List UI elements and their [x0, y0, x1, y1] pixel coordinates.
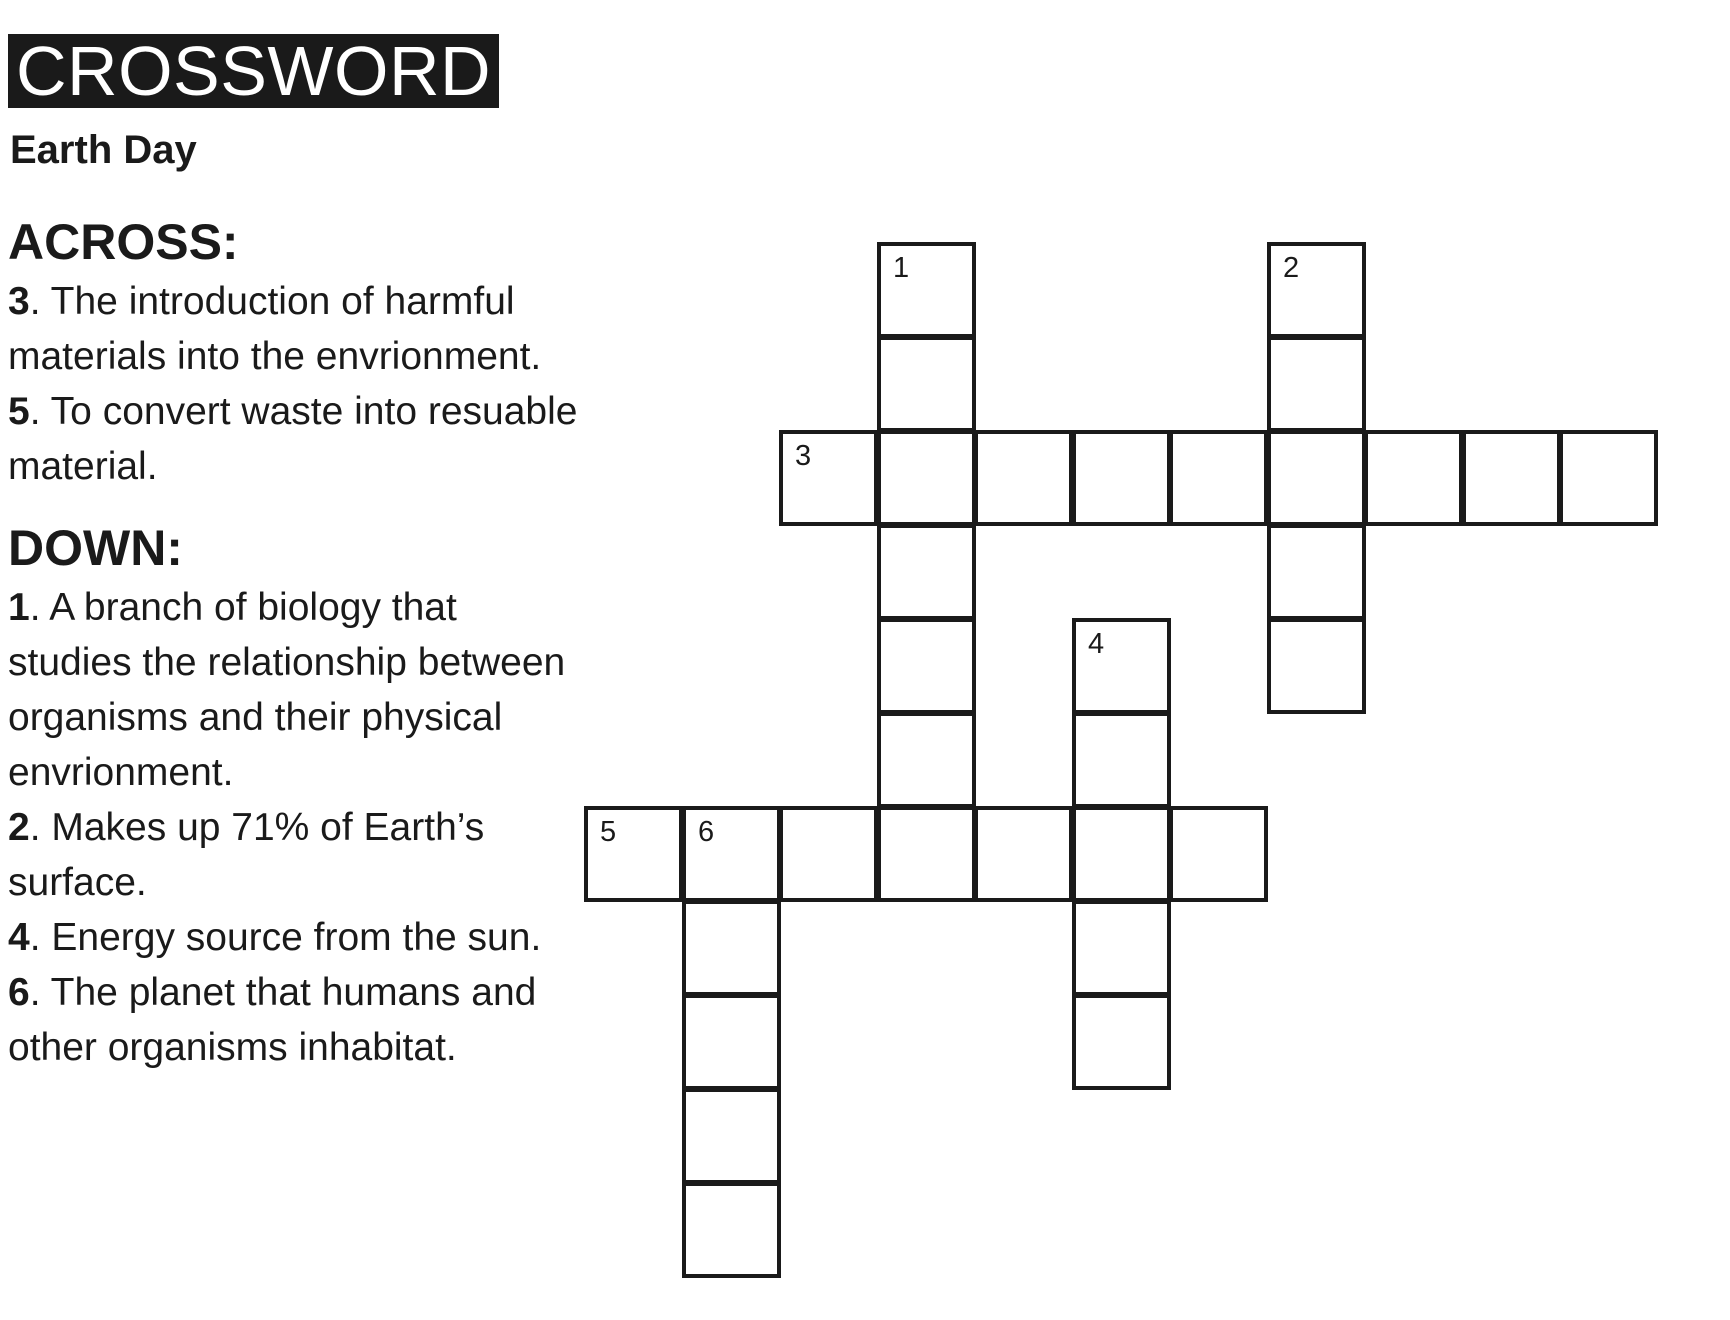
clue-text: . A branch of biology that studies the relationship between organisms and their physical envrionment. [8, 586, 566, 794]
down-clue-4 [8, 910, 588, 965]
clue-number: 6 [8, 971, 30, 1014]
grid-cell[interactable] [1072, 618, 1171, 714]
grid-cell[interactable] [1559, 430, 1658, 526]
grid-cell[interactable] [877, 806, 976, 902]
grid-cell[interactable] [1072, 806, 1171, 902]
grid-cell[interactable] [1072, 900, 1171, 996]
grid-cell[interactable] [1072, 712, 1171, 808]
grid-cell[interactable] [584, 806, 683, 902]
grid-cell[interactable] [1169, 806, 1268, 902]
grid-cell[interactable] [682, 1182, 781, 1278]
grid-cell[interactable] [877, 524, 976, 620]
clue-number: 4 [8, 916, 30, 959]
grid-cell[interactable] [1169, 430, 1268, 526]
grid-cell[interactable] [682, 1088, 781, 1184]
grid-cell[interactable] [1072, 994, 1171, 1090]
puzzle-subtitle: Earth Day [10, 128, 197, 172]
down-clue-1 [8, 580, 588, 800]
grid-cell[interactable] [1364, 430, 1463, 526]
across-clue-3 [8, 274, 588, 384]
grid-cell[interactable] [1462, 430, 1561, 526]
grid-cell[interactable] [1267, 336, 1366, 432]
clue-text: . Energy source from the sun. [29, 916, 542, 959]
grid-cell[interactable] [682, 994, 781, 1090]
clue-text: . Makes up 71% of Earth’s surface. [8, 806, 485, 904]
across-clue-5 [8, 384, 588, 494]
clue-number: 1 [8, 586, 30, 629]
grid-cell[interactable] [779, 806, 878, 902]
cell-number: 3 [795, 440, 812, 472]
crossword-title: CROSSWORD [8, 34, 499, 108]
down-clue-6 [8, 965, 588, 1075]
cell-number: 6 [698, 816, 715, 848]
grid-cell[interactable] [877, 712, 976, 808]
grid-cell[interactable] [974, 806, 1073, 902]
clue-list [8, 210, 588, 1075]
grid-cell[interactable] [1267, 618, 1366, 714]
clue-text: . The introduction of harmful materials into the envrionment. [8, 280, 542, 378]
clue-number: 5 [8, 390, 30, 433]
cell-number: 1 [893, 252, 910, 284]
cell-number: 2 [1283, 252, 1300, 284]
grid-cell[interactable] [974, 430, 1073, 526]
down-clue-2 [8, 800, 588, 910]
grid-cell[interactable] [877, 618, 976, 714]
grid-cell[interactable] [1267, 430, 1366, 526]
cell-number: 4 [1088, 628, 1105, 660]
down-heading: DOWN: [8, 520, 183, 576]
grid-cell[interactable] [877, 242, 976, 338]
clue-text: . To convert waste into resuable material. [8, 390, 578, 488]
grid-cell[interactable] [1072, 430, 1171, 526]
across-heading: ACROSS: [8, 214, 239, 270]
grid-cell[interactable] [1267, 242, 1366, 338]
grid-cell[interactable] [877, 336, 976, 432]
cell-number: 5 [600, 816, 617, 848]
clue-number: 2 [8, 806, 30, 849]
clue-text: . The planet that humans and other organisms inhabitat. [8, 971, 537, 1069]
clue-number: 3 [8, 280, 30, 323]
grid-cell[interactable] [779, 430, 878, 526]
grid-cell[interactable] [1267, 524, 1366, 620]
grid-cell[interactable] [682, 900, 781, 996]
grid-cell[interactable] [682, 806, 781, 902]
grid-cell[interactable] [877, 430, 976, 526]
